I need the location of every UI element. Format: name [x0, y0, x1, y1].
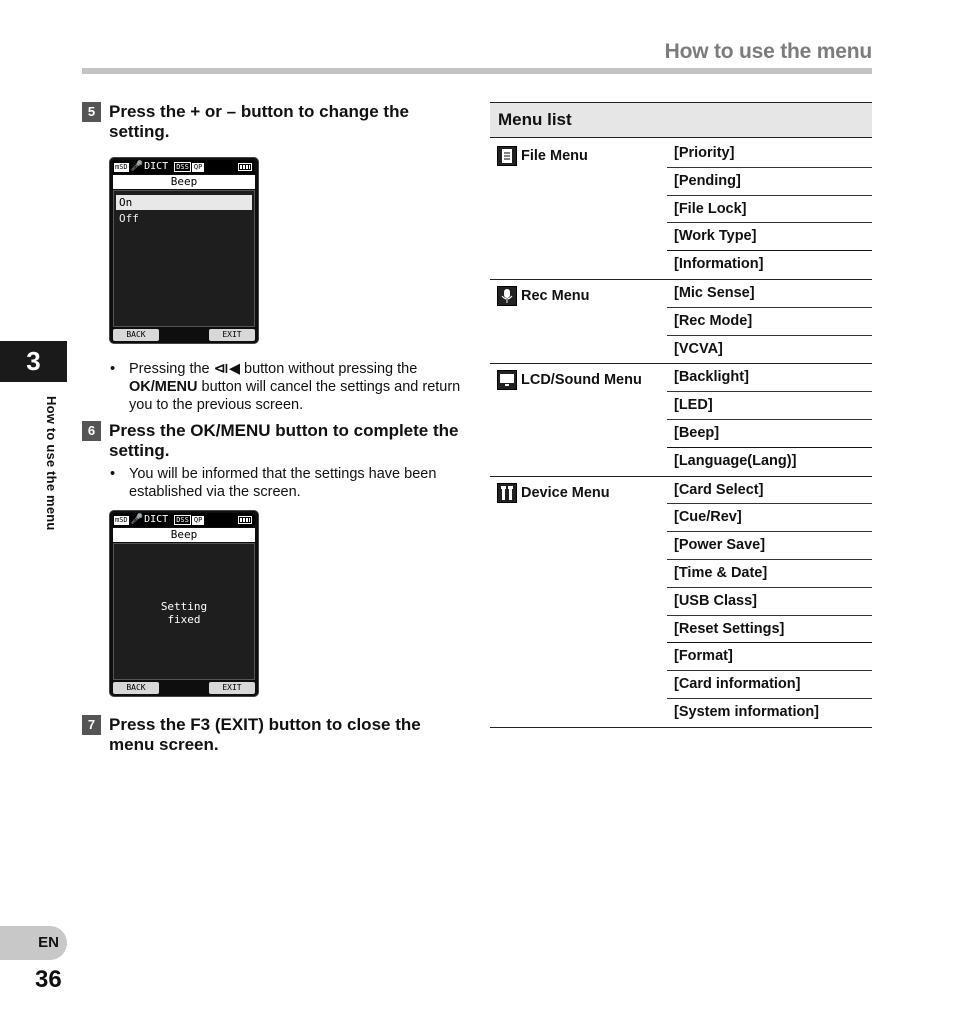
menu-item: [Mic Sense] [667, 280, 872, 308]
step-number: 6 [82, 421, 101, 441]
screen-softkeys [113, 682, 255, 694]
back-softkey[interactable]: BACK [113, 329, 159, 341]
bullet-dot: • [110, 466, 116, 482]
microphone-icon [497, 286, 517, 306]
menu-category [497, 370, 642, 390]
bullet-text-post: button will cancel the settings and return you to the previous screen. [129, 379, 461, 413]
bullet-text [129, 360, 462, 414]
file-icon [497, 146, 517, 166]
dss-indicator: DSS [176, 163, 189, 171]
battery-icon [238, 163, 252, 171]
menu-group-device [490, 477, 872, 728]
menu-item: [Pending] [667, 168, 872, 196]
device-screen-beep-options [109, 157, 259, 344]
menu-item: [Cue/Rev] [667, 504, 872, 532]
menu-item: [Beep] [667, 420, 872, 448]
menu-list-heading: Menu list [490, 102, 872, 138]
menu-group-lcd-sound [490, 364, 872, 476]
page-header-title: How to use the menu [664, 40, 872, 63]
menu-item: [Information] [674, 256, 764, 273]
skip-back-icon: ⧏◀ [213, 361, 240, 377]
menu-item: [Reset Settings] [667, 616, 872, 644]
menu-category [497, 286, 590, 306]
menu-group-rec [490, 280, 872, 364]
setting-fixed-message [114, 600, 254, 626]
tools-icon [497, 483, 517, 503]
menu-item: [Power Save] [667, 532, 872, 560]
page-number: 36 [35, 966, 62, 993]
screen-body [113, 190, 255, 327]
menu-category-name: Rec Menu [521, 287, 590, 304]
step-number: 7 [82, 715, 101, 735]
menu-item: [System information] [674, 703, 820, 720]
bullet-dot: • [110, 361, 116, 377]
step-number: 5 [82, 102, 101, 122]
option-off[interactable]: Off [119, 212, 139, 225]
mode-indicator: DICT [144, 161, 169, 172]
dss-indicator: DSS [176, 516, 189, 524]
step-5 [82, 102, 454, 142]
screen-title: Beep [113, 528, 255, 542]
menu-item: [Language(Lang)] [674, 452, 797, 469]
device-screen-setting-fixed [109, 510, 259, 697]
back-softkey[interactable]: BACK [113, 682, 159, 694]
menu-items [667, 140, 872, 279]
menu-list-table [490, 102, 872, 728]
step-7 [82, 715, 454, 755]
chapter-tab: 3 [0, 341, 67, 382]
header-rule [82, 68, 872, 74]
microsd-indicator: mSD [115, 515, 128, 524]
menu-item: [USB Class] [667, 588, 872, 616]
microsd-indicator: mSD [115, 162, 128, 171]
screen-title: Beep [113, 175, 255, 189]
step-text: Press the + or – button to change the setting. [109, 102, 409, 141]
qp-indicator: QP [193, 515, 203, 524]
exit-softkey[interactable]: EXIT [209, 682, 255, 694]
menu-category-name: LCD/Sound Menu [521, 372, 642, 389]
screen-status-bar [113, 513, 255, 527]
screen-body [113, 543, 255, 680]
menu-items [667, 364, 872, 475]
screen-softkeys [113, 329, 255, 341]
message-line-1: Setting [160, 600, 208, 613]
menu-item: [Format] [667, 643, 872, 671]
option-on[interactable]: On [116, 195, 252, 210]
bullet-text: You will be informed that the settings have been established via the screen. [129, 466, 437, 500]
menu-category [497, 483, 610, 503]
monitor-icon [497, 370, 517, 390]
menu-item: [LED] [667, 392, 872, 420]
side-section-label: How to use the menu [44, 396, 59, 531]
mode-indicator: DICT [144, 514, 169, 525]
note-bullet-cancel [110, 360, 462, 414]
step-text: Press the F3 (EXIT) button to close the menu screen. [109, 715, 421, 754]
menu-item: [Priority] [667, 140, 872, 168]
menu-items [667, 280, 872, 363]
menu-item: [Card information] [667, 671, 872, 699]
menu-category-name: Device Menu [521, 484, 610, 501]
menu-items [667, 477, 872, 727]
bullet-text-mid: button without pressing the [244, 361, 418, 377]
menu-category [497, 146, 588, 166]
microphone-icon: 🎤 [130, 514, 144, 525]
screen-status-bar [113, 160, 255, 174]
bullet-text-bold: OK/MENU [129, 379, 198, 395]
battery-icon [238, 516, 252, 524]
menu-group-file [490, 138, 872, 280]
step-6 [82, 421, 469, 461]
message-line-2: fixed [167, 613, 201, 626]
menu-item: [Work Type] [667, 223, 872, 251]
menu-item: [Time & Date] [667, 560, 872, 588]
menu-category-name: File Menu [521, 148, 588, 164]
language-tab: EN [0, 926, 67, 960]
menu-item: [File Lock] [667, 196, 872, 224]
bullet-text-pre: Pressing the [129, 361, 210, 377]
note-bullet-confirm [110, 465, 450, 501]
menu-item: [VCVA] [674, 340, 723, 357]
step-text: Press the OK/MENU button to complete the setting. [109, 421, 459, 460]
menu-item: [Rec Mode] [667, 308, 872, 336]
exit-softkey[interactable]: EXIT [209, 329, 255, 341]
microphone-icon: 🎤 [130, 161, 144, 172]
menu-item: [Backlight] [667, 364, 872, 392]
menu-item: [Card Select] [667, 477, 872, 505]
qp-indicator: QP [193, 162, 203, 171]
